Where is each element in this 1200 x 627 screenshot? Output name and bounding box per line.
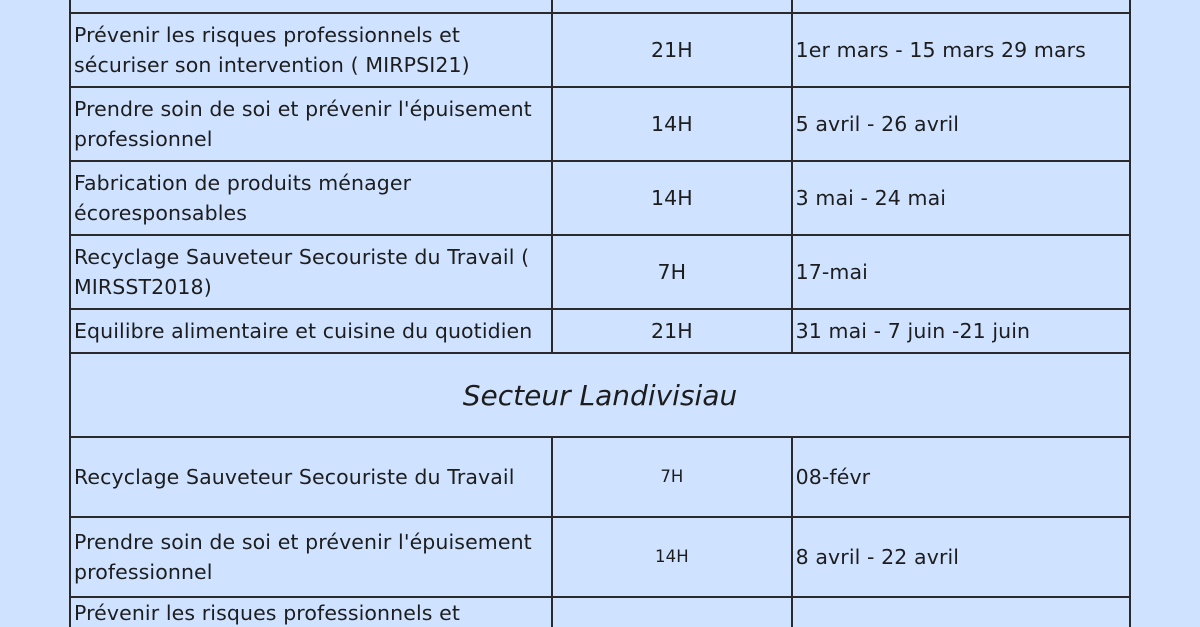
table-row [71,162,1131,236]
training-duration: 14H [553,162,793,236]
training-title: Recyclage Sauveteur Secouriste du Travail [71,438,553,518]
training-title: Recyclage Sauveteur Secouriste du Travail ( MIRSST2018) [71,236,553,310]
training-dates: 08-févr [793,438,1131,518]
training-dates: 17-mai [793,236,1131,310]
section-row [71,354,1131,438]
section-title: Secteur Landivisiau [71,354,1131,438]
table-row [71,310,1131,354]
training-dates [793,598,1131,627]
training-title: Equilibre alimentaire et cuisine du quotidien [71,310,553,354]
training-title: Fabrication de produits ménager écoresponsables [71,162,553,236]
training-duration: 14H [553,88,793,162]
table-row [71,518,1131,598]
training-dates: 1er mars - 15 mars 29 mars [793,14,1131,88]
training-title: Prendre soin de soi et prévenir l'épuisement professionnel [71,518,553,598]
training-duration: 7H [553,236,793,310]
training-dates: 5 avril - 26 avril [793,88,1131,162]
training-title: Prendre soin de soi et prévenir l'épuisement professionnel [71,88,553,162]
table-row [71,236,1131,310]
training-duration: 7H [553,438,793,518]
training-dates: 8 avril - 22 avril [793,518,1131,598]
table-row [71,0,1131,14]
table-row [71,88,1131,162]
training-dates: 3 mai - 24 mai [793,162,1131,236]
training-duration: 21H [553,14,793,88]
table-row [71,598,1131,627]
training-dates: 31 mai - 7 juin -21 juin [793,310,1131,354]
training-schedule-table [69,0,1131,627]
training-duration: 21H [553,310,793,354]
training-duration [553,598,793,627]
table-row [71,14,1131,88]
training-duration: 14H [553,518,793,598]
training-title: Prévenir les risques professionnels et [71,598,553,627]
training-title: Prévenir les risques professionnels et sécuriser son intervention ( MIRPSI21) [71,14,553,88]
table-row [71,438,1131,518]
